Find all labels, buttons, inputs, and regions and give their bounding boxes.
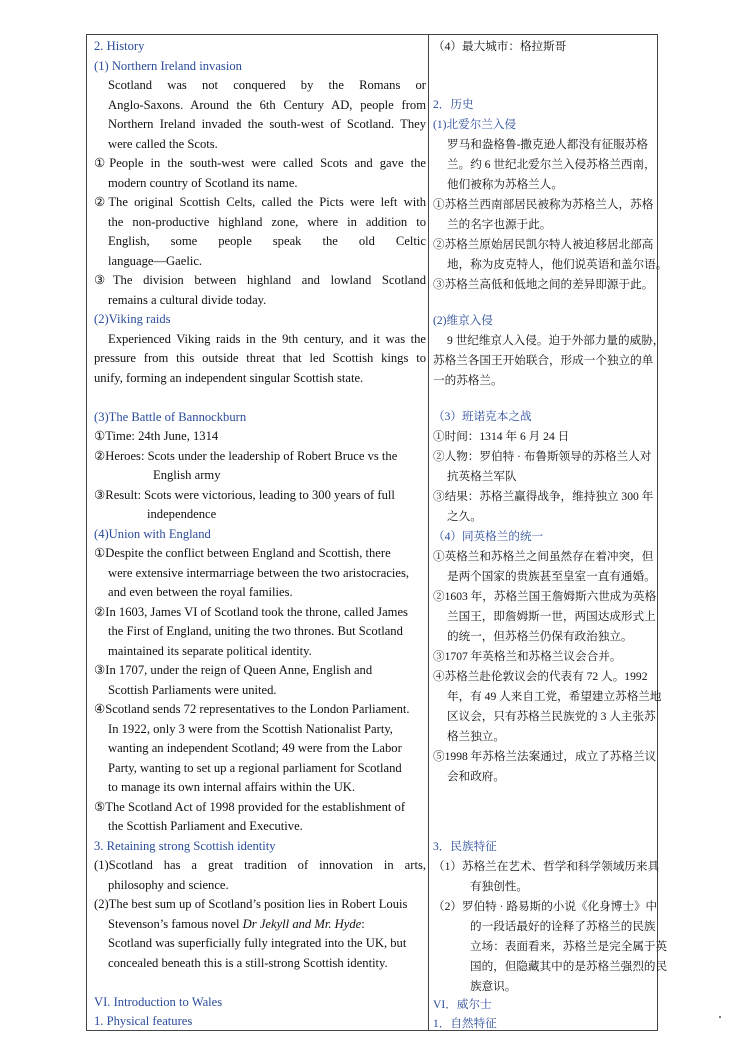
paragraph-line: Experienced Viking raids in the 9th century, and it was the <box>108 332 426 346</box>
cn-list-item-cont: 国的，但隐藏其中的是苏格兰强烈的民 <box>470 960 668 973</box>
cn-union-heading: （4）同英格兰的统一 <box>433 530 544 543</box>
identity-heading: 3. Retaining strong Scottish identity <box>94 839 276 853</box>
column-divider <box>428 35 429 1030</box>
cn-history-heading: 2．历史 <box>433 98 474 111</box>
list-item-cont: language—Gaelic. <box>108 254 203 268</box>
cn-list-item: ②人物：罗伯特 · 布鲁斯领导的苏格兰人对 <box>433 450 652 463</box>
cn-list-item: ①时间：1314 年 6 月 24 日 <box>433 430 570 443</box>
cn-wales-heading: VI．威尔士 <box>433 998 492 1011</box>
cn-list-item-cont: 的统一，但苏格兰仍保有政治独立。 <box>447 630 633 643</box>
largest-city-line: （4）最大城市：格拉斯哥 <box>433 40 567 53</box>
paragraph-line: were called the Scots. <box>108 137 218 151</box>
list-item-cont: maintained its separate political identity. <box>108 644 312 658</box>
list-item-cont: Scottish Parliaments were united. <box>108 683 277 697</box>
cn-list-item: （1）苏格兰在艺术、哲学和科学领域历来具 <box>433 860 660 873</box>
list-item-cont: the non-productive highland zone, where in addition to <box>108 215 426 229</box>
cn-paragraph-line: 他们被称为苏格兰人。 <box>447 178 563 191</box>
cn-list-item: ③1707 年英格兰和苏格兰议会合并。 <box>433 650 622 663</box>
cn-list-item-cont: 的一段话最好的诠释了苏格兰的民族 <box>470 920 656 933</box>
cn-list-item-cont: 立场：表面看来，苏格兰是完全属于英 <box>470 940 668 953</box>
cn-bannockburn-heading: （3）班诺克本之战 <box>433 410 532 423</box>
list-item: ⑤The Scotland Act of 1998 provided for the establishment of <box>94 800 406 814</box>
paragraph-line: Northern Ireland invaded the south-west of Scotland. They <box>108 117 426 131</box>
cn-paragraph-line: 一的苏格兰。 <box>433 374 503 387</box>
cn-list-item: （2）罗伯特 · 路易斯的小说《化身博士》中 <box>433 900 658 913</box>
cn-physical-features-heading: 1．自然特征 <box>433 1017 497 1030</box>
cn-list-item-cont: 族意识。 <box>470 980 517 993</box>
list-item-cont: modern country of Scotland its name. <box>108 176 298 190</box>
viking-raids-heading: (2)Viking raids <box>94 312 171 326</box>
cn-list-item: ②苏格兰原始居民凯尔特人被迫移居北部高 <box>433 238 654 251</box>
history-heading: 2. History <box>94 39 145 53</box>
bilingual-notes-table <box>86 34 668 1031</box>
cn-list-item: ③结果：苏格兰赢得战争，维持独立 300 年 <box>433 490 654 503</box>
wales-heading: VI. Introduction to Wales <box>94 995 223 1009</box>
list-item: ①Despite the conflict between England and Scottish, there <box>94 546 391 560</box>
novel-colon: : <box>361 917 365 931</box>
list-item-cont: wanting an independent Scotland; 49 were from the Labor <box>108 741 402 755</box>
list-item-cont: In 1922, only 3 were from the Scottish Nationalist Party, <box>108 722 393 736</box>
cn-list-item: ①苏格兰西南部居民被称为苏格兰人，苏格 <box>433 198 654 211</box>
list-item-cont: remains a cultural divide today. <box>108 293 267 307</box>
list-item: ①People in the south-west were called Scots and gave the <box>94 156 426 170</box>
cn-list-item-cont: 格兰独立。 <box>447 730 505 743</box>
cn-paragraph-line: 苏格兰各国王开始联合，形成一个独立的单 <box>433 354 654 367</box>
northern-ireland-heading: (1) Northern Ireland invasion <box>94 59 242 73</box>
cn-list-item-cont: 兰的名字也源于此。 <box>447 218 552 231</box>
cn-list-item: ④苏格兰赴伦敦议会的代表有 72 人。1992 <box>433 670 648 683</box>
list-item-cont <box>108 915 365 935</box>
list-item: ②In 1603, James VI of Scotland took the throne, called James <box>94 605 408 619</box>
list-item: ③Result: Scots were victorious, leading to 300 years of full <box>94 488 395 502</box>
cn-list-item: ③苏格兰高低和低地之间的差异即源于此。 <box>433 278 654 291</box>
page-mark <box>719 1016 721 1018</box>
union-heading: (4)Union with England <box>94 527 211 541</box>
paragraph-line: pressure from this outside threat that led Scottish kings to <box>94 351 426 365</box>
cn-list-item: ①英格兰和苏格兰之间虽然存在着冲突，但 <box>433 550 654 563</box>
novel-intro: Stevenson’s famous novel <box>108 917 243 931</box>
list-item: (1)Scotland has a great tradition of innovation in arts, <box>94 858 426 872</box>
cn-paragraph-line: 兰。约 6 世纪北爱尔兰入侵苏格兰西南， <box>447 158 656 171</box>
list-item: ③The division between highland and lowland Scotland <box>94 273 426 287</box>
list-item-cont: Party, wanting to set up a regional parliament for Scotland <box>108 761 402 775</box>
list-item-cont: philosophy and science. <box>108 878 229 892</box>
cn-identity-heading: 3．民族特征 <box>433 840 497 853</box>
list-item: ②Heroes: Scots under the leadership of Robert Bruce vs the <box>94 449 398 463</box>
list-item: ②The original Scottish Celts, called the Picts were left with <box>94 195 426 209</box>
cn-list-item-cont: 兰国王，即詹姆斯一世，两国达成形式上 <box>447 610 656 623</box>
cn-list-item-cont: 会和政府。 <box>447 770 505 783</box>
cn-paragraph-line: 罗马和盎格鲁-撒克逊人都没有征服苏格 <box>447 138 648 151</box>
cn-paragraph-line: 9 世纪维京人入侵。迫于外部力量的威胁， <box>447 334 665 347</box>
list-item-cont: and even between the royal families. <box>108 585 293 599</box>
cn-list-item-cont: 抗英格兰军队 <box>447 470 517 483</box>
list-item-cont: were extensive intermarriage between the two aristocracies, <box>108 566 410 580</box>
list-item: (2)The best sum up of Scotland’s position lies in Robert Louis <box>94 897 408 911</box>
list-item-cont: the Scottish Parliament and Executive. <box>108 819 303 833</box>
list-item-cont: to manage its own internal affairs within the UK. <box>108 780 356 794</box>
physical-features-heading: 1. Physical features <box>94 1014 193 1028</box>
cn-list-item-cont: 区议会，只有苏格兰民族党的 3 人主张苏 <box>447 710 656 723</box>
cn-list-item-cont: 有独创性。 <box>470 880 528 893</box>
list-item-cont: Scotland was superficially fully integrated into the UK, but <box>108 936 407 950</box>
cn-list-item-cont: 是两个国家的贵族甚至皇室一直有通婚。 <box>447 570 656 583</box>
cn-northern-ireland-heading: (1)北爱尔兰入侵 <box>433 118 517 131</box>
list-item: ①Time: 24th June, 1314 <box>94 429 219 443</box>
bannockburn-heading: (3)The Battle of Bannockburn <box>94 410 247 424</box>
cn-viking-heading: (2)维京入侵 <box>433 314 493 327</box>
list-item: ④Scotland sends 72 representatives to the London Parliament. <box>94 702 410 716</box>
paragraph-line: Anglo-Saxons. Around the 6th Century AD, people from <box>108 98 426 112</box>
cn-list-item: ⑤1998 年苏格兰法案通过，成立了苏格兰议 <box>433 750 657 763</box>
list-item-cont: English, some people speak the old Celtic <box>108 234 426 248</box>
cn-list-item-cont: 之久。 <box>447 510 482 523</box>
list-item-cont: the First of England, uniting the two thrones. But Scotland <box>108 624 403 638</box>
list-item-cont: English army <box>153 468 221 482</box>
novel-title: Dr Jekyll and Mr. Hyde <box>242 917 362 931</box>
cn-list-item-cont: 年，有 49 人来自工党，希望建立苏格兰地 <box>447 690 662 703</box>
list-item: ③In 1707, under the reign of Queen Anne, English and <box>94 663 373 677</box>
paragraph-line: unify, forming an independent singular Scottish state. <box>94 371 364 385</box>
list-item-cont: concealed beneath this is a still-strong Scottish identity. <box>108 956 388 970</box>
cn-list-item-cont: 地，称为皮克特人，他们说英语和盖尔语。 <box>447 258 668 271</box>
paragraph-line: Scotland was not conquered by the Romans or <box>108 78 426 92</box>
list-item-cont: independence <box>147 507 217 521</box>
cn-list-item: ②1603 年，苏格兰国王詹姆斯六世成为英格 <box>433 590 657 603</box>
